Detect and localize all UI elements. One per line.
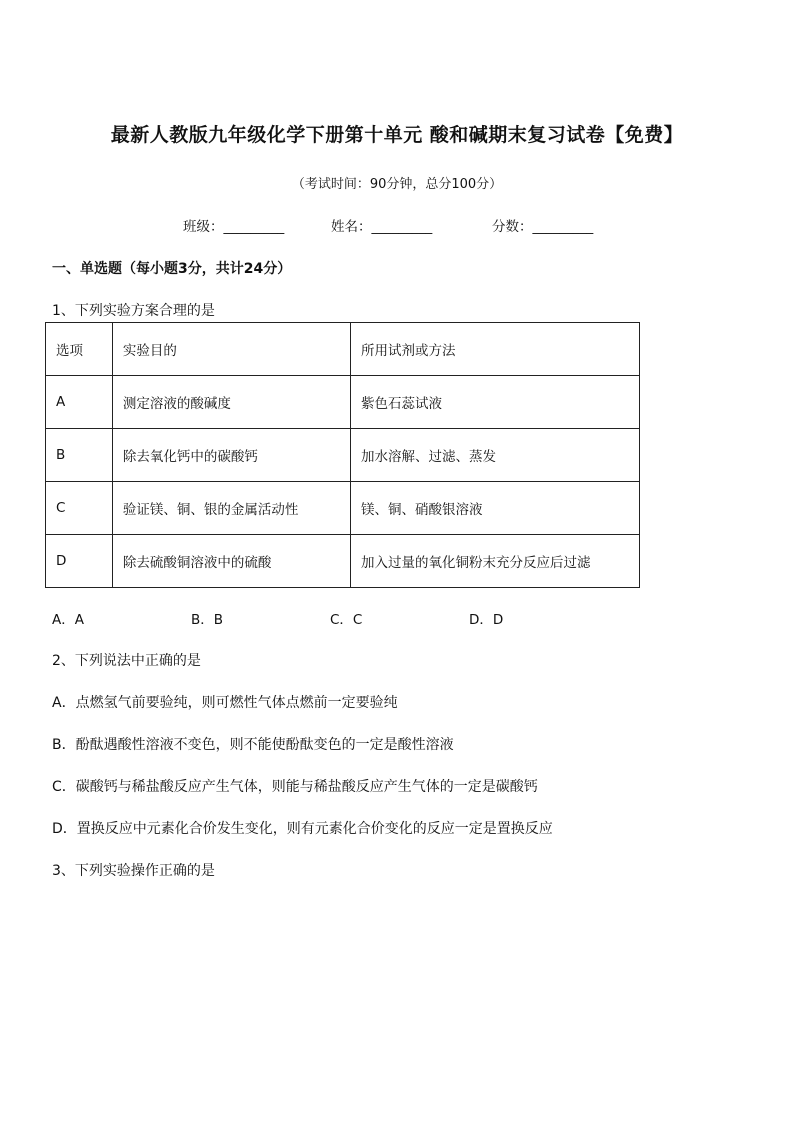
- table-row: [46, 535, 640, 588]
- table-cell: 测定溶液的酸碱度: [112, 376, 350, 429]
- question-2-option-b[interactable]: B．酚酞遇酸性溶液不变色，则不能使酚酞变色的一定是酸性溶液: [52, 737, 454, 753]
- exam-title: 最新人教版九年级化学下册第十单元 酸和碱期末复习试卷【免费】: [110, 124, 684, 146]
- table-cell: 除去硫酸铜溶液中的硫酸: [112, 535, 350, 588]
- question-2-stem: 2、下列说法中正确的是: [52, 653, 201, 669]
- question-2-option-a[interactable]: A．点燃氢气前要验纯，则可燃性气体点燃前一定要验纯: [52, 695, 398, 711]
- question-1-stem: 1、下列实验方案合理的是: [52, 303, 215, 319]
- table-header-row: [46, 323, 640, 376]
- table-cell: 紫色石蕊试液: [351, 376, 640, 429]
- table-row: [46, 429, 640, 482]
- question-1-option-b[interactable]: B．B: [191, 612, 224, 628]
- score-field: 分数：_________: [492, 219, 594, 235]
- exam-subtitle: （考试时间：90分钟，总分100分）: [291, 177, 503, 192]
- table-header-cell: 选项: [46, 323, 113, 376]
- table-row: [46, 376, 640, 429]
- name-field: 姓名：_________: [331, 219, 433, 235]
- table-cell: C: [46, 482, 113, 535]
- question-1-option-a[interactable]: A．A: [52, 612, 84, 628]
- question-1-option-d[interactable]: D．D: [469, 612, 504, 628]
- question-1-table: [45, 322, 640, 588]
- question-1-option-c[interactable]: C．C: [330, 612, 363, 628]
- table-cell: 加入过量的氧化铜粉末充分反应后过滤: [351, 535, 640, 588]
- table-cell: A: [46, 376, 113, 429]
- question-3-stem: 3、下列实验操作正确的是: [52, 863, 215, 879]
- table-header-cell: 实验目的: [112, 323, 350, 376]
- table-row: [46, 482, 640, 535]
- question-2-option-d[interactable]: D．置换反应中元素化合价发生变化，则有元素化合价变化的反应一定是置换反应: [52, 821, 553, 837]
- table-cell: D: [46, 535, 113, 588]
- table-cell: B: [46, 429, 113, 482]
- class-field: 班级：_________: [183, 219, 285, 235]
- section-heading-single-choice: 一、单选题（每小题3分，共计24分）: [52, 261, 292, 277]
- table-cell: 除去氧化钙中的碳酸钙: [112, 429, 350, 482]
- table-cell: 加水溶解、过滤、蒸发: [351, 429, 640, 482]
- table-cell: 镁、铜、硝酸银溶液: [351, 482, 640, 535]
- question-2-option-c[interactable]: C．碳酸钙与稀盐酸反应产生气体，则能与稀盐酸反应产生气体的一定是碳酸钙: [52, 779, 538, 795]
- table-header-cell: 所用试剂或方法: [351, 323, 640, 376]
- table-cell: 验证镁、铜、银的金属活动性: [112, 482, 350, 535]
